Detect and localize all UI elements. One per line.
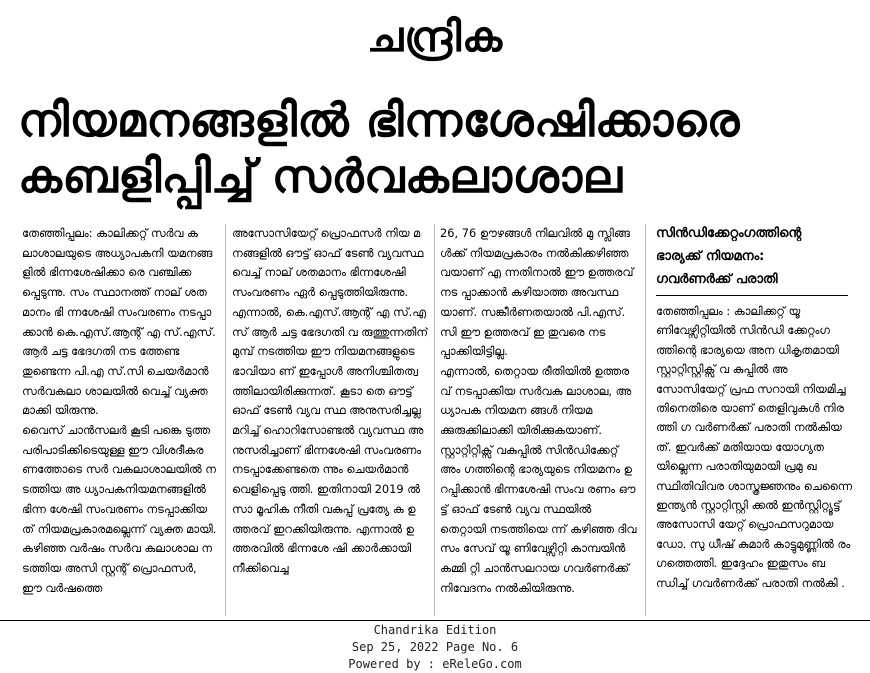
article-column-1 <box>22 224 218 616</box>
sidebar-body: തേഞ്ഞിപ്പലം : കാലിക്കറ്റ് യൂ ണിവേഴ്സിറ്റിയിൽ സിൻഡി ക്കേറ്റംഗത്തിന്റെ ഭാര്യയെ അന ധികൃതമായി സ്റ്റാറ്റിസ്റ്റിക്സ് വ കുപ്പിൽ അസോസിയേറ്റ് പ്രഫ സറായി നിയമിച്ചതിനെതിരെ യാണ് തെളിവുകൾ നിരത്തി ഗ വർണർക്ക് പരാതി നൽകിയത്. ഇവർക്ക് മതിയായ യോഗ്യത യില്ലെന്ന പരാതിയുമായി പ്രമു ഖ സ്ഥിതിവിവര ശാസ്ത്രജ്ഞനും ചെന്നൈ ഇന്ത്യൻ സ്റ്റാറ്റിസ്റ്റി ക്കൽ ഇൻസ്റ്റിറ്റ്യൂട്ട് അസോസി യേറ്റ് പ്രൊഫസറുമായ ഡോ. സു ധീഷ് കുമാർ കാട്ടുമുണ്ണിൽ രം ഗത്തെത്തി. ഇദ്ദേഹം ഇതുസം ബന്ധിച്ച് ഗവർണർക്ക് പരാതി നൽകി . <box>656 304 852 590</box>
footer-edition: Chandrika Edition <box>373 623 497 637</box>
sidebar-headline <box>656 222 854 291</box>
paragraph: വൈസ് ചാൻസലർ കൂടി പങ്കെ ടുത്ത പരിപാടിക്കിടെയുള്ള ഈ വിശദീകരണത്തോടെ സർ വകലാശാലയിൽ നടത്തിയ അ ധ്യാപകനിയമനങ്ങളിൽ ഭിന്ന ശേഷി സംവരണം നടപ്പാക്കിയ ത് നിയമപ്രകാരമല്ലെന്ന് വ്യക്ത മായി. കഴിഞ്ഞ വർഷം സർവ കലാശാല നടത്തിയ അസി സ്റ്റന്റ് പ്രൊഫസർ, ഈ വർഷത്തെ <box>22 423 217 595</box>
paragraph: എന്നാൽ, കെ.എസ്.ആന്റ് എ സ്.എസ് ആർ ചട്ട ഭേദഗതി വ രുത്തുന്നതിന് മുമ്പ് നടത്തിയ ഈ നിയമനങ്ങളുടെ ഭാവിയാ ണ് ഇപ്പോൾ അനിശ്ചിതത്വ ത്തിലായിരിക്കുന്നത്. കൂടാ തെ ഔട്ട് ഓഫ് ടേൺ വ്യവ സ്ഥ അനുസരിച്ചല്ല മറിച്ച് ഹൊറിസോണ്ടൽ വ്യവസ്ഥ അനുസരിച്ചാണ് ഭിന്നശേഷി സംവരണം നടപ്പാക്കേണ്ടതെ ന്നും ചെയർമാൻ വെളിപ്പെടു ത്തി. ഇതിനായി 2019 ൽ സാ മൂഹിക നീതി വകുപ്പ് പ്രത്യേ ക ഉത്തരവ് ഇറക്കിയിരുന്നു. എന്നാൽ ഉത്തരവിൽ ഭിന്നശേ ഷി ക്കാർക്കായി നീക്കിവെച്ച <box>232 304 428 575</box>
column-divider <box>225 224 226 616</box>
headline-line-2: കബളിപ്പിച്ച് സർവകലാശാല <box>18 149 623 203</box>
sidebar-headline-line: ഭാര്യക്ക് നിയമനം: <box>656 249 765 264</box>
footer <box>0 622 870 673</box>
paragraph: തേഞ്ഞിപ്പലം: കാലിക്കറ്റ് സർവ കലാശാലയുടെ അധ്യാപകനി യമനങ്ങളിൽ ഭിന്നശേഷിക്കാ രെ വഞ്ചിക്കപ്പെടുന്നു. സം സ്ഥാനത്ത് നാല് ശതമാനം ഭി ന്നശേഷി സംവരണം നടപ്പാ ക്കാൻ കെ.എസ്.ആന്റ് എ സ്.എസ്.ആർ ചട്ട ഭേദഗതി നട ത്തേണ്ടതുണ്ടെന്ന പി.എ സ്.സി ചെയർമാൻ സർവകലാ ശാലയിൽ വെച്ച് വ്യക്തമാക്കി യിരുന്നു. <box>22 226 216 418</box>
headline <box>18 92 858 204</box>
paragraph: അസോസിയേറ്റ് പ്രൊഫസർ നിയ മനങ്ങളിൽ ഔട്ട് ഓഫ് ടേൺ വ്യവസ്ഥ വെച്ച് നാല് ശതമാനം ഭിന്നശേഷി സംവരണം ഏർ പ്പെടുത്തിയിരുന്നു. <box>232 226 424 300</box>
sidebar-divider <box>656 295 848 296</box>
footer-date-page: Sep 25, 2022 Page No. 6 <box>351 640 519 654</box>
sidebar-headline-line: സിൻഡിക്കേറ്റംഗത്തിന്റെ <box>656 226 802 241</box>
footer-divider <box>0 620 870 621</box>
sidebar-headline-line: ഗവർണർക്ക് പരാതി <box>656 272 778 287</box>
sidebar-story <box>656 222 854 620</box>
paragraph: 26, 76 ഊഴങ്ങൾ നിലവിൽ മു സ്ലിങ്ങൾക്ക് നിയമപ്രകാരം നൽകിക്കഴിഞ്ഞവയാണ് എ ന്നതിനാൽ ഈ ഉത്തരവ് നട പ്പാക്കാൻ കഴിയാത്ത അവസ്ഥ യാണ്. സങ്കീർണതയാൽ പി.എസ്.സി ഈ ഉത്തരവ് ഇ തുവരെ നടപ്പാക്കിയിട്ടില്ല. <box>440 226 634 359</box>
column-divider <box>645 224 646 616</box>
article-column-2 <box>232 224 428 616</box>
column-divider <box>434 224 435 616</box>
footer-powered-by[interactable]: Powered by : eReleGo.com <box>348 657 522 671</box>
headline-line-1: നിയമനങ്ങളിൽ ഭിന്നശേഷിക്കാരെ <box>18 93 740 147</box>
masthead-logo: ചന്ദ്രിക <box>366 12 504 61</box>
paragraph: എന്നാൽ, തെറ്റായ രീതിയിൽ ഉത്തരവ് നടപ്പാക്കിയ സർവക ലാശാല, അധ്യാപക നിയമന ങ്ങൾ നിയമക്കുരുക്കിലാക്കി യിരിക്കുകയാണ്. സ്റ്റാറ്റിറ്റിക്സ് വകുപ്പിൽ സിൻഡിക്കേറ്റ് അം ഗത്തിന്റെ ഭാര്യയുടെ നിയമനം ഉറപ്പിക്കാൻ ഭിന്നശേഷി സംവ രണം ഔട്ട് ഓഫ് ടേൺ വ്യവ സ്ഥയിൽ തെറ്റായി നടത്തിയെ ന്ന് കഴിഞ്ഞ ദിവസം സേവ് യൂ ണിവേഴ്സിറ്റി കാമ്പയിൻ കമ്മി റ്റി ചാൻസലറായ ഗവർണർക്ക് നിവേദനം നൽകിയിരുന്നു. <box>440 363 637 595</box>
article-column-3 <box>440 224 638 616</box>
